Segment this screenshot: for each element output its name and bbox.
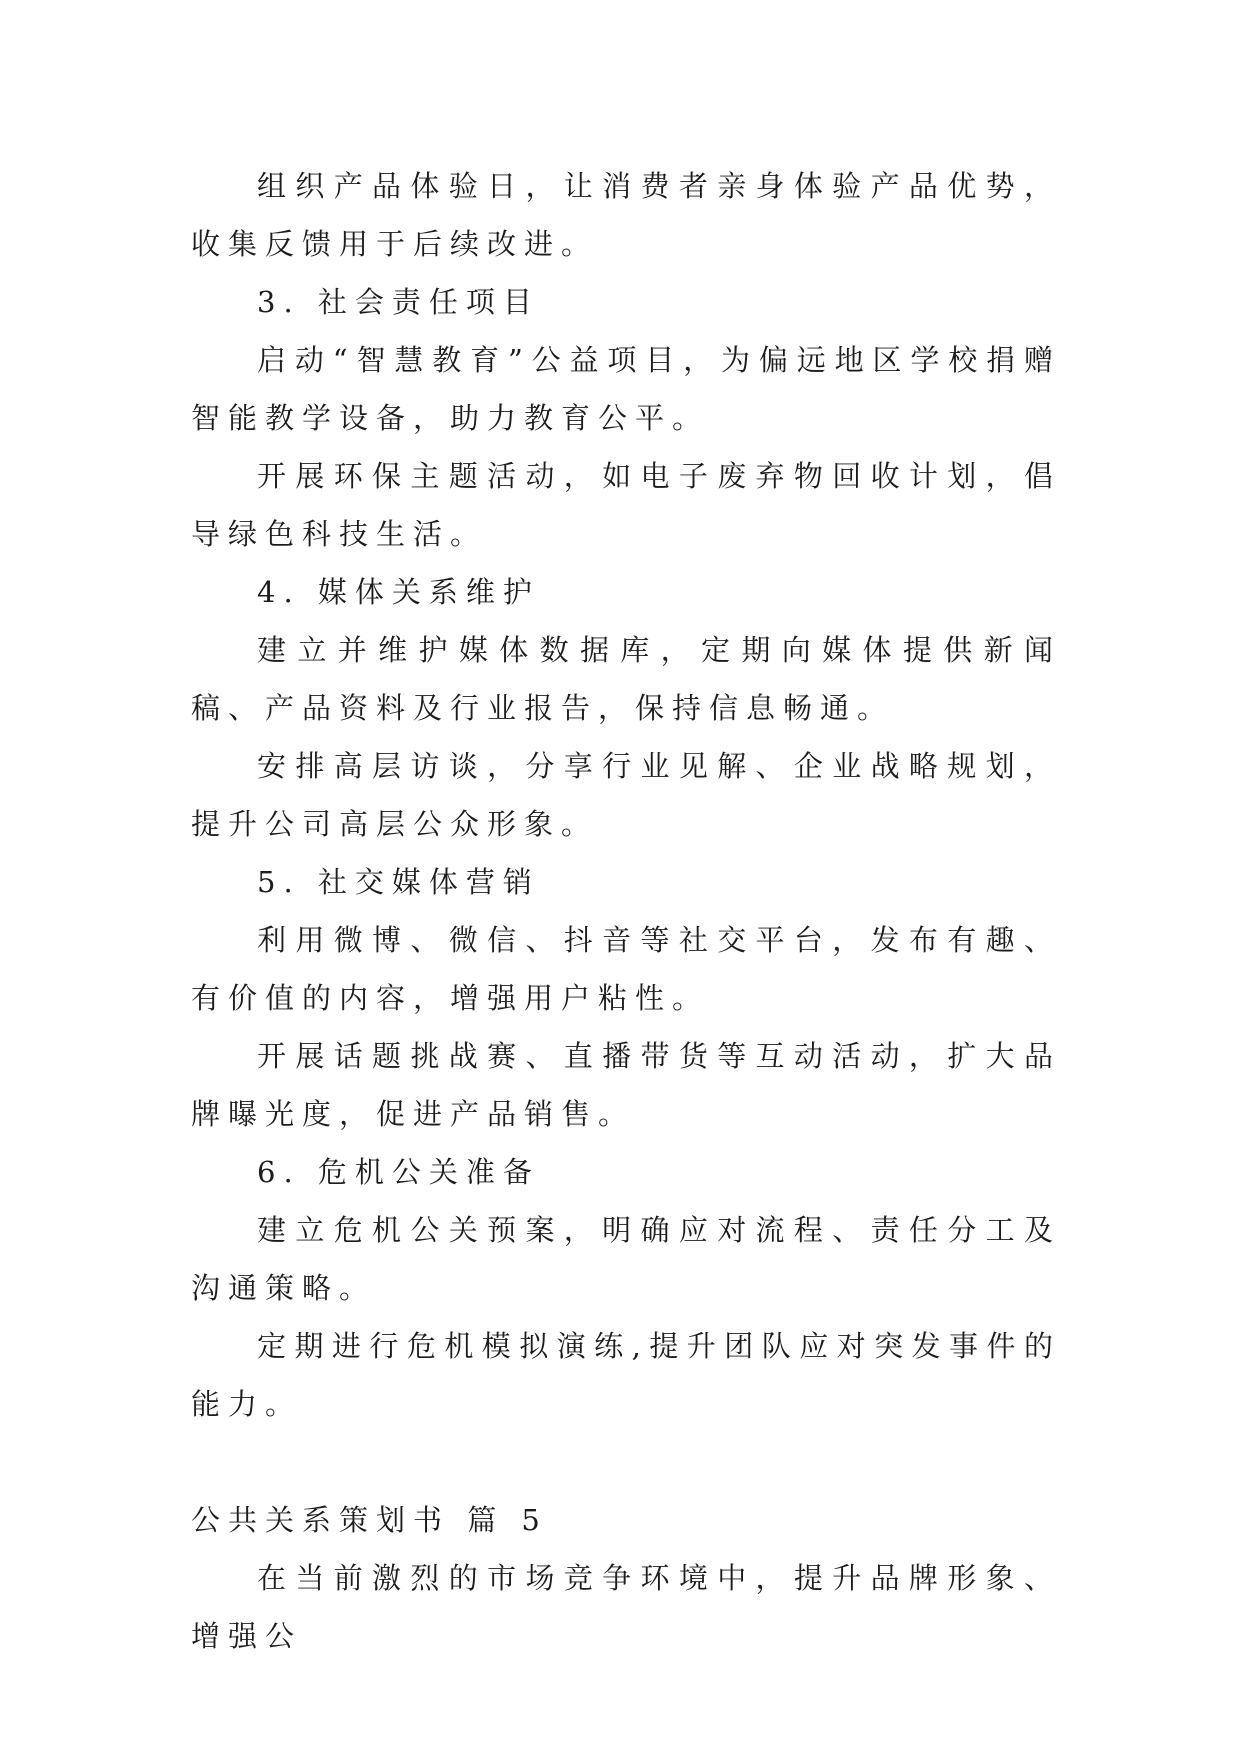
paragraph-product-experience-day: 组织产品体验日，让消费者亲身体验产品优势，收集反馈用于后续改进。 <box>191 169 1061 261</box>
document-body <box>191 157 1061 1665</box>
heading-social-responsibility: 3. 社会责任项目 <box>257 285 540 319</box>
paragraph-executive-interviews: 安排高层访谈，分享行业见解、企业战略规划，提升公司高层公众形象。 <box>191 749 1061 841</box>
paragraph-media-database: 建立并维护媒体数据库，定期向媒体提供新闻稿、产品资料及行业报告，保持信息畅通。 <box>191 633 1061 725</box>
paragraph-crisis-plan: 建立危机公关预案，明确应对流程、责任分工及沟通策略。 <box>191 1213 1061 1305</box>
section-spacer <box>191 1433 1061 1491</box>
paragraph-social-platforms: 利用微博、微信、抖音等社交平台，发布有趣、有价值的内容，增强用户粘性。 <box>191 923 1061 1015</box>
paragraph-crisis-drills: 定期进行危机模拟演练,提升团队应对突发事件的能力。 <box>191 1329 1061 1421</box>
heading-social-media-marketing: 5. 社交媒体营销 <box>257 865 540 899</box>
paragraph-topic-challenges: 开展话题挑战赛、直播带货等互动活动，扩大品牌曝光度，促进产品销售。 <box>191 1039 1061 1131</box>
paragraph-environmental-activity: 开展环保主题活动，如电子废弃物回收计划，倡导绿色科技生活。 <box>191 459 1061 551</box>
paragraph-market-competition: 在当前激烈的市场竞争环境中，提升品牌形象、增强公 <box>191 1561 1061 1653</box>
heading-crisis-pr: 6. 危机公关准备 <box>257 1155 540 1189</box>
paragraph-smart-education: 启动“智慧教育”公益项目，为偏远地区学校捐赠智能教学设备，助力教育公平。 <box>191 343 1061 435</box>
heading-media-relations: 4. 媒体关系维护 <box>257 575 540 609</box>
section-title: 公共关系策划书 篇 5 <box>191 1503 548 1537</box>
